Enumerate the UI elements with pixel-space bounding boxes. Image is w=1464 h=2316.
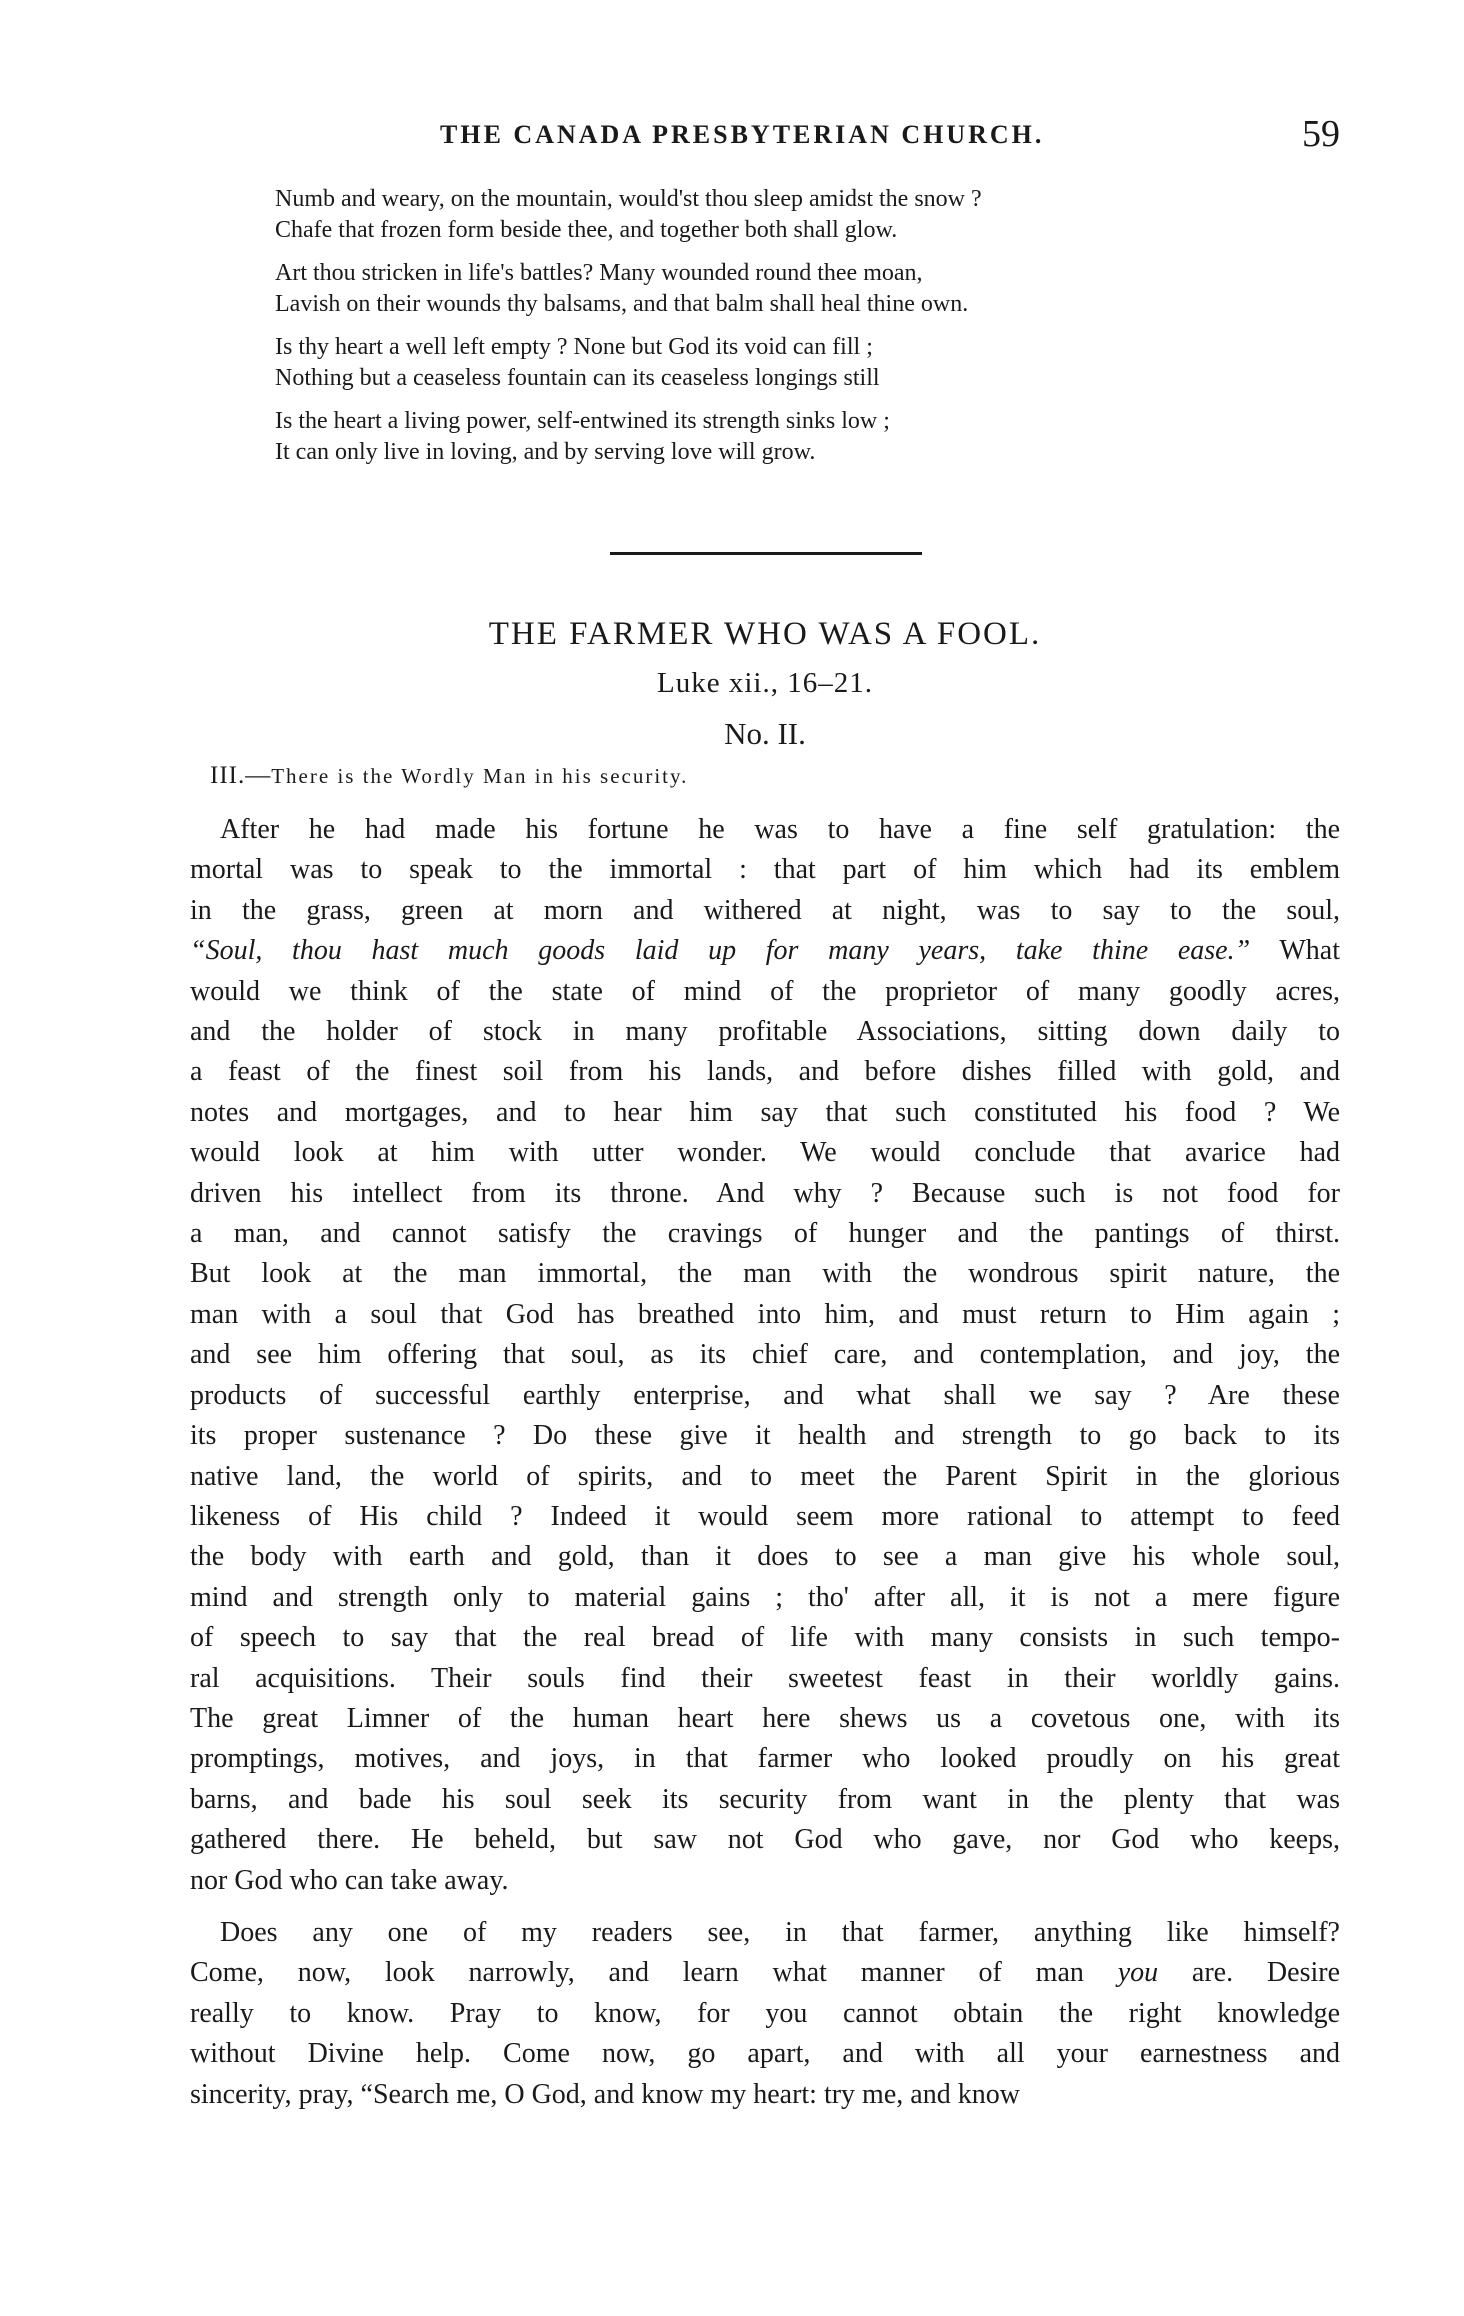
poem-stanza xyxy=(275,184,1305,246)
page-number: 59 xyxy=(1302,113,1340,155)
text-line xyxy=(190,1953,1340,1993)
section-separator-rule xyxy=(610,552,922,555)
part-number: No. II. xyxy=(724,716,806,751)
scripture-reference: Luke xii., 16–21. xyxy=(657,667,873,699)
poem-stanza xyxy=(275,258,1305,320)
text-line: and the holder of stock in many profitable Associations, sitting down daily to xyxy=(190,1016,1340,1048)
text-line: driven his intellect from its throne. And why ? Because such is not food for xyxy=(190,1177,1340,1209)
text-line: sincerity, pray, “Search me, O God, and know my heart: try me, and know xyxy=(190,2078,1020,2110)
article-heading xyxy=(190,610,1340,760)
text-line: would we think of the state of mind of the proprietor of many goodly acres, xyxy=(190,975,1340,1007)
text-line: notes and mortgages, and to hear him say that such constituted his food ? We xyxy=(190,1096,1340,1128)
text-line: man with a soul that God has breathed into him, and must return to Him again ; xyxy=(190,1298,1340,1330)
text-run: are. Desire xyxy=(1158,1957,1340,1989)
text-line: Does any one of my readers see, in that farmer, anything like himself? xyxy=(220,1916,1340,1948)
text-run: What xyxy=(1250,935,1340,967)
poem xyxy=(275,184,1305,480)
text-line: really to know. Pray to know, for you cannot obtain the right knowledge xyxy=(190,1997,1340,2029)
article-title: THE FARMER WHO WAS A FOOL. xyxy=(488,616,1042,652)
poem-line: It can only live in loving, and by serving love will grow. xyxy=(275,439,816,465)
running-title: THE CANADA PRESBYTERIAN CHURCH. xyxy=(440,120,1045,149)
text-line: its proper sustenance ? Do these give it health and strength to go back to its xyxy=(190,1420,1340,1452)
text-line: After he had made his fortune he was to have a fine self gratulation: the xyxy=(220,814,1340,845)
poem-stanza xyxy=(275,332,1305,394)
text-line: of speech to say that the real bread of life with many consists in such tempo- xyxy=(190,1622,1340,1654)
text-line: nor God who can take away. xyxy=(190,1864,509,1896)
text-line: products of successful earthly enterprise, and what shall we say ? Are these xyxy=(190,1379,1340,1411)
text-line: But look at the man immortal, the man with the wondrous spirit nature, the xyxy=(190,1258,1340,1290)
text-line: without Divine help. Come now, go apart, and with all your earnestness and xyxy=(190,2038,1340,2070)
text-line: The great Limner of the human heart here shews us a covetous one, with its xyxy=(190,1702,1340,1734)
text-line: ral acquisitions. Their souls find their sweetest feast in their worldly gains. xyxy=(190,1662,1340,1694)
poem-line: Art thou stricken in life's battles? Many wounded round thee moan, xyxy=(275,260,923,286)
poem-line: Chafe that frozen form beside thee, and together both shall glow. xyxy=(275,217,898,243)
section-numeral: III.— xyxy=(210,762,272,789)
poem-line: Nothing but a ceaseless fountain can its ceaseless longings still xyxy=(275,365,880,391)
article-body xyxy=(190,810,1340,2127)
text-line: the body with earth and gold, than it does to see a man give his whole soul, xyxy=(190,1541,1340,1573)
poem-line: Numb and weary, on the mountain, would'st thou sleep amidst the snow ? xyxy=(275,186,982,212)
text-line: promptings, motives, and joys, in that farmer who looked proudly on his great xyxy=(190,1743,1340,1775)
text-line: barns, and bade his soul seek its security from want in the plenty that was xyxy=(190,1783,1340,1815)
text-line: would look at him with utter wonder. We would conclude that avarice had xyxy=(190,1137,1340,1169)
section-heading-text: There is the Wordly Man in his security. xyxy=(271,764,689,788)
poem-line: Is the heart a living power, self-entwined its strength sinks low ; xyxy=(275,408,890,434)
running-head xyxy=(190,112,1340,162)
text-line: native land, the world of spirits, and to meet the Parent Spirit in the glorious xyxy=(190,1460,1340,1492)
section-heading xyxy=(210,762,1360,790)
text-line: likeness of His child ? Indeed it would seem more rational to attempt to feed xyxy=(190,1500,1340,1532)
text-line: gathered there. He beheld, but saw not God who gave, nor God who keeps, xyxy=(190,1824,1340,1856)
text-line: and see him offering that soul, as its chief care, and contemplation, and joy, the xyxy=(190,1339,1340,1371)
text-line: in the grass, green at morn and withered at night, was to say to the soul, xyxy=(190,894,1340,926)
text-run: Come, now, look narrowly, and learn what manner of man xyxy=(190,1957,1118,1989)
paragraph xyxy=(190,810,1340,1901)
poem-line: Is thy heart a well left empty ? None but God its void can fill ; xyxy=(275,334,873,360)
text-line: a man, and cannot satisfy the cravings of hunger and the pantings of thirst. xyxy=(190,1218,1340,1250)
poem-line: Lavish on their wounds thy balsams, and that balm shall heal thine own. xyxy=(275,291,969,317)
paragraph xyxy=(190,1913,1340,2115)
text-line xyxy=(190,931,1340,971)
italic-word: you xyxy=(1117,1957,1159,1989)
text-line: mortal was to speak to the immortal : that part of him which had its emblem xyxy=(190,854,1340,886)
italic-quote: “Soul, thou hast much goods laid up for many years, take thine ease.” xyxy=(190,935,1251,967)
text-line: a feast of the finest soil from his lands, and before dishes filled with gold, and xyxy=(190,1056,1340,1088)
poem-stanza xyxy=(275,406,1305,468)
text-line: mind and strength only to material gains ; tho' after all, it is not a mere figure xyxy=(190,1581,1340,1613)
